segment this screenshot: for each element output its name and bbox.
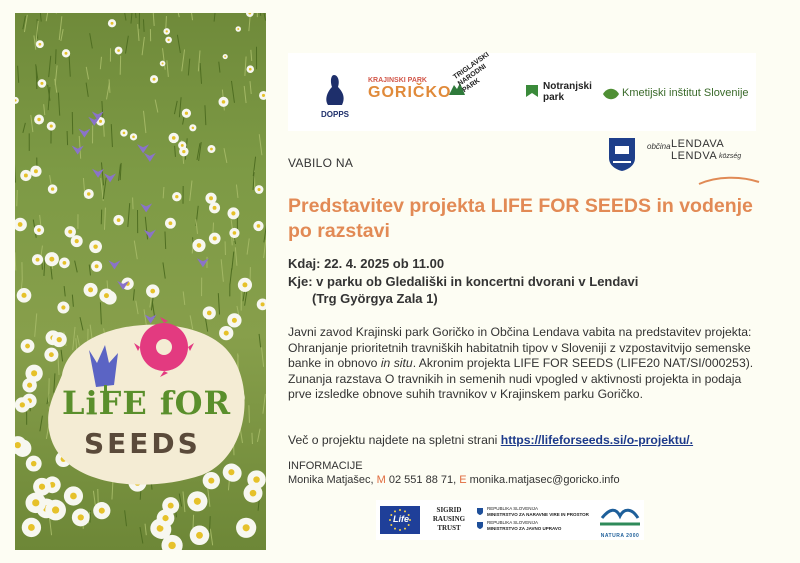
lendava-line2: LENDVA (671, 150, 718, 162)
slovenia-crest-icon-2 (476, 521, 484, 529)
lendava-suffix: község (719, 153, 742, 160)
dopps-bird-icon (320, 73, 350, 107)
logo-title-line1: LiFE fOR (62, 384, 232, 422)
dopps-logo (320, 73, 350, 119)
notranjski-park-icon (524, 83, 540, 99)
description-paragraph-1 (288, 325, 758, 372)
description (288, 325, 758, 403)
natura-label: NATURA 2000 (600, 533, 640, 539)
gov-1-line1: REPUBLIKA SLOVENIJA (487, 506, 539, 511)
sigrid-rausing-logo (426, 506, 472, 533)
sigrid-line2: RAUSING (432, 515, 466, 523)
kis-icon (602, 87, 620, 101)
info-heading: INFORMACIJE (288, 460, 363, 472)
gov-2-line1: REPUBLIKA SLOVENIJA (487, 520, 539, 525)
phone-label: M (376, 474, 386, 486)
description-emphasis: in situ (380, 356, 413, 371)
gov-2-line2: MINISTRSTVO ZA JAVNO UPRAVO (487, 526, 562, 531)
dopps-label: DOPPS (320, 110, 349, 119)
logo-title-line2: SEEDS (84, 427, 201, 460)
event-date: Kdaj: 22. 4. 2025 ob 11.00 (288, 256, 445, 271)
contact-email[interactable]: monika.matjasec@goricko.info (466, 474, 620, 486)
goricko-logo (368, 77, 451, 102)
description-paragraph-2: Zunanja razstava O travnikih in semenih nudi vpogled v aktivnosti projekta in podaja prve izsledke obnove suhih travnikov v Krajinskem parku Goričko. (288, 371, 742, 402)
more-info-text: Več o projektu najdete na spletni strani (288, 433, 501, 447)
partner-logos-top (288, 53, 756, 131)
lendava-line1: LENDAVA (671, 138, 725, 150)
partner-logos-bottom (376, 500, 644, 540)
event-location (288, 273, 638, 307)
goricko-small-label: KRAJINSKI PARK (368, 77, 427, 84)
life-label: Life (393, 514, 410, 524)
description-text: Javni zavod Krajinski park Goričko in Občina Lendava vabita na predstavitev projekta: Ohranjanje prioritetnih travniških habitatnih tipov v Sloveniji z vzpostavitvijo semenske banke in obnovo (288, 325, 752, 371)
lendava-crest-icon (607, 136, 637, 172)
more-info (288, 433, 693, 447)
description-text-end: . Akronim projekta LIFE FOR SEEDS (LIFE20 NAT/SI/000253). (412, 356, 754, 371)
page-title: Predstavitev projekta LIFE FOR SEEDS in vodenje po razstavi (288, 195, 753, 242)
contact-phone: 02 551 88 71, (385, 474, 460, 486)
project-link[interactable]: https://lifeforseeds.si/o-projektu/. (500, 433, 694, 447)
email-label: E (459, 474, 467, 486)
sigrid-line1: SIGRID (436, 506, 462, 514)
eu-life-logo (380, 506, 420, 534)
sigrid-line3: TRUST (437, 524, 461, 532)
notranjski-label: Notranjski park (543, 81, 592, 103)
lendava-logo (607, 136, 762, 188)
lendava-swoosh-icon (697, 176, 761, 186)
goricko-label: GORIČKO (368, 84, 452, 101)
kis-label: Kmetijski inštitut Slovenije (622, 87, 749, 99)
contact-name: Monika Matjašec, (288, 474, 377, 486)
event-location-line2: (Trg Györgya Zala 1) (312, 291, 438, 306)
event-location-line1: Kje: v parku ob Gledališki in koncertni dvorani v Lendavi (288, 274, 639, 289)
natura-bird-icon (598, 504, 642, 528)
slovenia-crest-icon (476, 507, 484, 515)
natura-2000-logo (598, 504, 642, 539)
info-contact (288, 474, 620, 486)
document-label: VABILO NA (288, 156, 354, 170)
lendava-prefix: občina (647, 142, 671, 151)
triglav-label: TRIGLAVSKI NARODNI PARK (452, 51, 491, 95)
gov-1-line2: MINISTRSTVO ZA NARAVNE VIRE IN PROSTOR (487, 512, 589, 517)
